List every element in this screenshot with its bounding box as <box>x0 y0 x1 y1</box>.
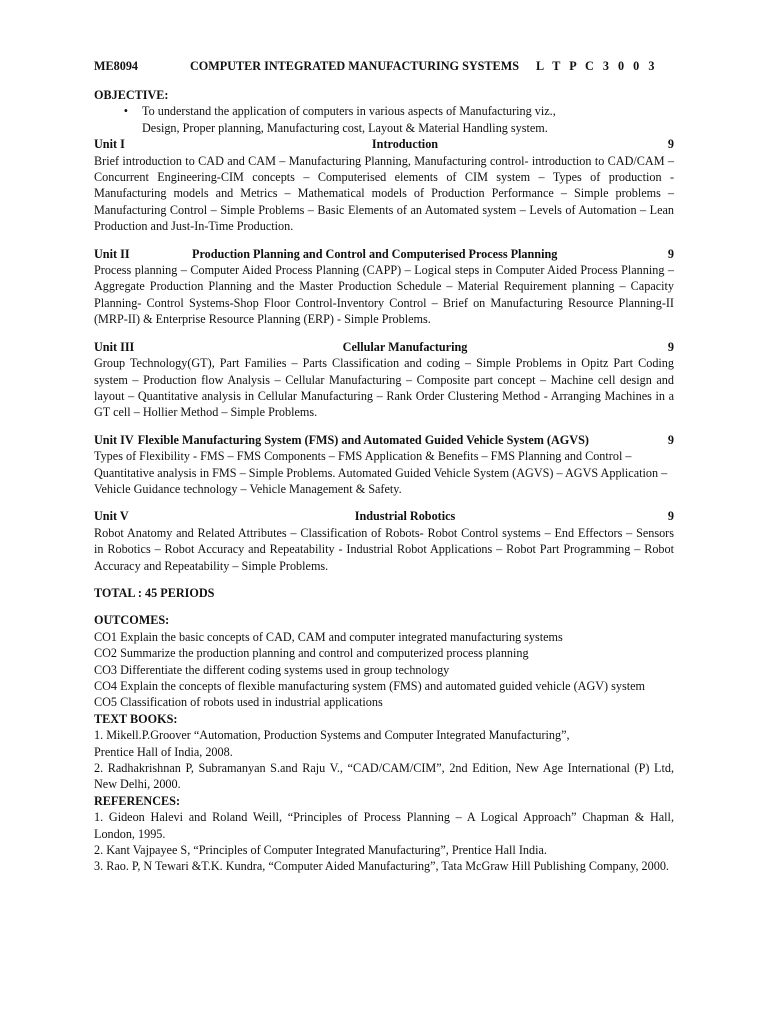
unit-1-body: Brief introduction to CAD and CAM – Manufacturing Planning, Manufacturing control- introduction to CAD/CAM – Concurrent Engineering-CIM concepts – Computerised elements of CIM system – Types of production - Manufacturing models and Metrics – Mathematical models of Production Performance – Simple problems – Manufacturing Control – Simple Problems – Basic Elements of an Automated system – Levels of Automation – Lean Production and Just-In-Time Production. <box>94 153 674 234</box>
total-periods: TOTAL : 45 PERIODS <box>94 585 215 600</box>
unit-hours: 9 <box>667 137 674 152</box>
unit-1-heading <box>94 136 674 152</box>
text-book-item: 2. Radhakrishnan P, Subramanyan S.and Raju V., “CAD/CAM/CIM”, 2nd Edition, New Age International (P) Ltd, New Delhi, 2000. <box>94 761 674 792</box>
unit-2-body: Process planning – Computer Aided Process Planning (CAPP) – Logical steps in Computer Aided Process Planning – Aggregate Production Planning and the Master Production Schedule – Material Requirement planning – Capacity Planning- Control Systems-Shop Floor Control-Inventory Control – Brief on Manufacturing Resource Planning-II (MRP-II) & Enterprise Resource Planning (ERP) - Simple Problems. <box>94 263 674 327</box>
objective-line-1: To understand the application of computers in various aspects of Manufacturing viz., <box>142 104 556 119</box>
unit-hours: 9 <box>667 509 674 524</box>
unit-hours: 9 <box>667 432 674 447</box>
references-heading: REFERENCES: <box>94 793 181 808</box>
unit-label: Unit III <box>94 339 135 354</box>
unit-hours: 9 <box>667 339 674 354</box>
unit-label: Unit II <box>94 246 130 261</box>
course-code: ME8094 <box>94 59 139 73</box>
reference-item: 2. Kant Vajpayee S, “Principles of Computer Integrated Manufacturing”, Prentice Hall India. <box>94 843 547 858</box>
unit-title: Introduction <box>371 137 439 152</box>
unit-4-body: Types of Flexibility - FMS – FMS Components – FMS Application & Benefits – FMS Planning and Control – Quantitative analysis in FMS – Simple Problems. Automated Guided Vehicle System (AGVS) – AGVS Application – Vehicle Guidance technology – Vehicle Management & Safety. <box>94 449 668 496</box>
objective-line-2: Design, Proper planning, Manufacturing cost, Layout & Material Handling system. <box>142 120 548 135</box>
outcome-item: CO5 Classification of robots used in industrial applications <box>94 695 383 710</box>
reference-item: 3. Rao. P, N Tewari &T.K. Kundra, “Computer Aided Manufacturing”, Tata McGraw Hill Publishing Company, 2000. <box>94 859 669 874</box>
reference-item: 1. Gideon Halevi and Roland Weill, “Principles of Process Planning – A Logical Approach” Chapman & Hall, London, 1995. <box>94 810 674 841</box>
unit-label: Unit V <box>94 509 129 524</box>
text-book-item: 1. Mikell.P.Groover “Automation, Production Systems and Computer Integrated Manufacturing”, Prentice Hall of India, 2008. <box>94 728 570 759</box>
unit-title: Cellular Manufacturing <box>342 339 468 354</box>
course-header <box>94 58 674 74</box>
objective-item <box>94 103 674 136</box>
text-books-heading: TEXT BOOKS: <box>94 711 178 726</box>
unit-5-heading <box>94 508 674 524</box>
bullet-icon: • <box>123 104 128 119</box>
unit-4-heading <box>94 432 674 448</box>
unit-title: Industrial Robotics <box>354 509 456 524</box>
unit-5-body: Robot Anatomy and Related Attributes – Classification of Robots- Robot Control systems – End Effectors – Sensors in Robotics – Robot Accuracy and Repeatability - Industrial Robot Applications – Robot Part Programming – Robot Accuracy and Repeatability – Simple Problems. <box>94 525 674 573</box>
outcome-item: CO3 Differentiate the different coding systems used in group technology <box>94 662 450 677</box>
outcome-item: CO1 Explain the basic concepts of CAD, CAM and computer integrated manufacturing systems <box>94 629 563 644</box>
unit-title: Flexible Manufacturing System (FMS) and Automated Guided Vehicle System (AGVS) <box>137 432 589 447</box>
outcomes-heading: OUTCOMES: <box>94 613 170 628</box>
objective-heading: OBJECTIVE: <box>94 88 169 102</box>
unit-3-heading <box>94 339 674 355</box>
outcome-item: CO4 Explain the concepts of flexible manufacturing system (FMS) and automated guided vehicle (AGV) system <box>94 679 646 693</box>
unit-2-heading <box>94 246 674 262</box>
ltpc-credits: L T P C 3 0 0 3 <box>536 59 656 73</box>
course-title: COMPUTER INTEGRATED MANUFACTURING SYSTEMS <box>190 59 519 73</box>
unit-hours: 9 <box>667 246 674 261</box>
unit-title: Production Planning and Control and Computerised Process Planning <box>192 246 558 261</box>
syllabus-page <box>94 58 674 875</box>
unit-label: Unit IV <box>94 432 134 447</box>
unit-label: Unit I <box>94 137 125 152</box>
outcome-item: CO2 Summarize the production planning and control and computerized process planning <box>94 646 529 661</box>
unit-3-body: Group Technology(GT), Part Families – Parts Classification and coding – Simple Problems in Opitz Part Coding system – Production flow Analysis – Cellular Manufacturing – Composite part concept – Machine cell design and layout – Quantitative analysis in Cellular Manufacturing – Rank Order Clustering Method - Arranging Machines in a GT cell – Hollier Method – Simple Problems. <box>94 356 674 420</box>
